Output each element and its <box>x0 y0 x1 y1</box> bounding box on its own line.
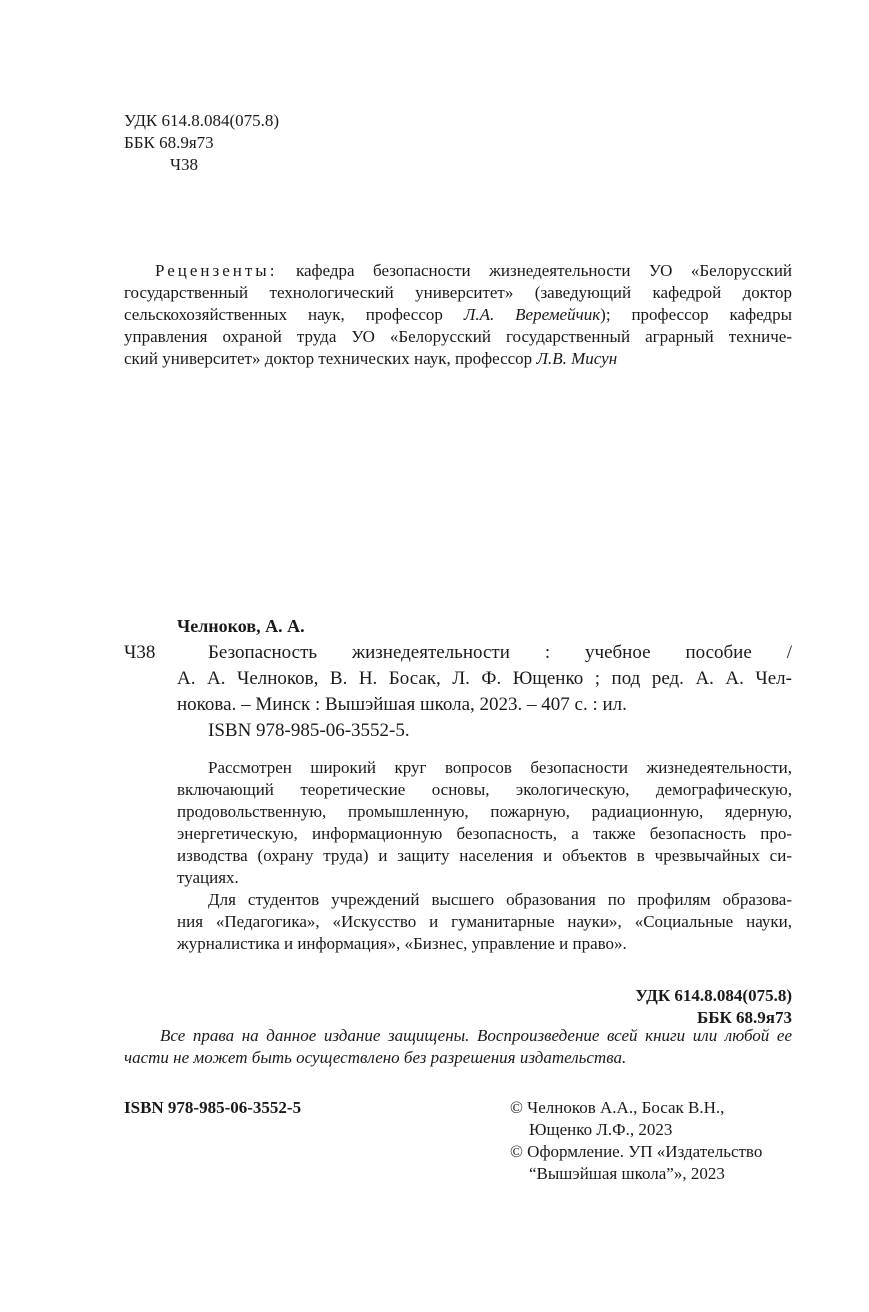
rights-notice <box>124 1025 792 1069</box>
copyright-line: “Вышэйшая школа”», 2023 <box>529 1164 725 1183</box>
reviewers-line-3: сельскохозяйственных наук, профессор Л.А. Веремейчик); профессор кафедры <box>124 305 793 324</box>
classification-codes <box>635 985 792 1029</box>
annotation <box>177 757 792 955</box>
copyright-line: Ющенко Л.Ф., 2023 <box>529 1120 673 1139</box>
annotation-line: Для студентов учреждений высшего образования по профилям образова- <box>208 890 792 909</box>
reviewer-name-2: Л.В. Мисун <box>536 349 618 368</box>
library-codes <box>124 110 364 176</box>
cutter-code: Ч38 <box>170 155 199 174</box>
bib-title-line: Безопасность жизнедеятельности : учебное пособие / <box>208 642 792 663</box>
annotation-line: туациях. <box>177 868 239 887</box>
reviewer-name-1: Л.А. Веремейчик <box>463 305 601 324</box>
annotation-line: журналистика и информация», «Бизнес, управление и право». <box>177 934 627 953</box>
bibliographic-record <box>124 640 792 744</box>
copyright-line: © Челноков А.А., Босак В.Н., <box>510 1098 725 1117</box>
reviewers-line-1: Рецензенты: кафедра безопасности жизнедеятельности УО «Белорусский <box>155 261 793 280</box>
bbk-code: ББК 68.9я73 <box>124 133 214 152</box>
annotation-line: ния «Педагогика», «Искусство и гуманитарные науки», «Социальные науки, <box>177 912 792 931</box>
bib-authors-line: А. А. Челноков, В. Н. Босак, Л. Ф. Ющенко ; под ред. А. А. Чел- <box>177 668 792 689</box>
reviewers-label: Рецензенты: <box>155 261 278 280</box>
bib-cutter-code: Ч38 <box>124 642 156 663</box>
copyright-line: © Оформление. УП «Издательство <box>510 1142 763 1161</box>
udk-code: УДК 614.8.084(075.8) <box>124 111 280 130</box>
annotation-line: продовольственную, промышленную, пожарную, радиационную, ядерную, <box>177 802 792 821</box>
rights-line-1: Все права на данное издание защищены. Воспроизведение всей книги или любой ее <box>160 1026 792 1045</box>
reviewers-line-5: ский университет» доктор технических наук, профессор Л.В. Мисун <box>124 349 618 368</box>
classification-bbk: ББК 68.9я73 <box>696 1008 792 1027</box>
bib-imprint-line: нокова. – Минск : Вышэйшая школа, 2023. – 407 с. : ил. <box>177 694 627 715</box>
annotation-line: включающий теоретические основы, экологическую, демографическую, <box>177 780 792 799</box>
classification-udk: УДК 614.8.084(075.8) <box>635 986 792 1005</box>
author-heading: Челноков, А. А. <box>177 616 305 636</box>
annotation-line: Рассмотрен широкий круг вопросов безопасности жизнедеятельности, <box>208 758 792 777</box>
copyright-block <box>510 1097 810 1185</box>
reviewers-line-4: управления охраной труда УО «Белорусский государственный аграрный техниче- <box>124 327 792 346</box>
bib-isbn: ISBN 978-985-06-3552-5. <box>208 720 410 741</box>
rights-line-2: части не может быть осуществлено без разрешения издательства. <box>124 1048 627 1067</box>
reviewers-line-2: государственный технологический университет» (заведующий кафедрой доктор <box>124 283 792 302</box>
isbn-bottom: ISBN 978-985-06-3552-5 <box>124 1098 302 1117</box>
annotation-line: изводства (охрану труда) и защиту населения и объектов в чрезвычайных си- <box>177 846 792 865</box>
annotation-line: энергетическую, информационную безопасность, а также безопасность про- <box>177 824 792 843</box>
reviewers-block <box>124 260 792 370</box>
